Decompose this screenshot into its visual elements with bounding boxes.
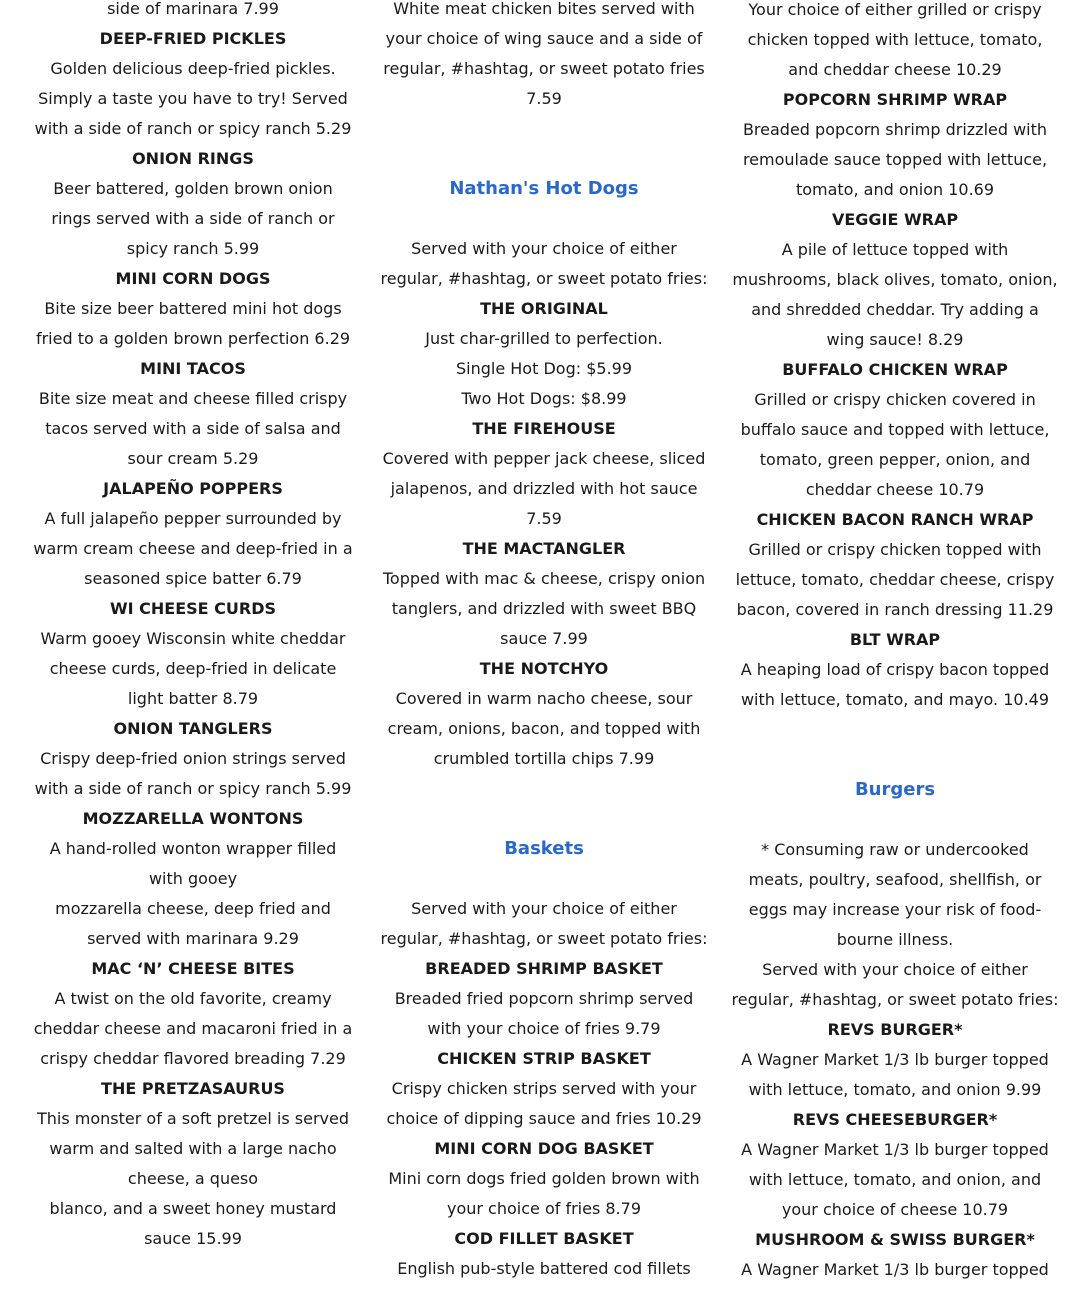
menu-item-name: MAC ‘N’ CHEESE BITES — [91, 959, 295, 978]
menu-item-description: Served with your choice of either — [411, 239, 677, 258]
menu-item-description: A Wagner Market 1/3 lb burger topped — [741, 1260, 1049, 1279]
menu-item-description: and shredded cheddar. Try adding a — [751, 300, 1039, 319]
menu-item-name: WI CHEESE CURDS — [109, 599, 277, 618]
menu-column-left — [28, 0, 358, 1254]
menu-item-description: with lettuce, tomato, and mayo. 10.49 — [740, 690, 1050, 709]
menu-item-description: regular, #hashtag, or sweet potato fries — [383, 59, 705, 78]
section-heading: Baskets — [504, 838, 584, 859]
menu-item-description: White meat chicken bites served with — [393, 0, 695, 18]
menu-item-description: bourne illness. — [836, 930, 954, 949]
menu-item-description: 7.59 — [526, 89, 562, 108]
menu-item-description: * Consuming raw or undercooked — [761, 840, 1029, 859]
menu-item-description: Covered with pepper jack cheese, sliced — [382, 449, 706, 468]
menu-item-name: POPCORN SHRIMP WRAP — [782, 90, 1008, 109]
menu-item-description: sour cream 5.29 — [127, 449, 259, 468]
menu-item-name: CHICKEN STRIP BASKET — [437, 1049, 651, 1068]
menu-item-description: Just char-grilled to perfection. — [425, 329, 663, 348]
menu-item-description: regular, #hashtag, or sweet potato fries: — [380, 269, 708, 288]
menu-item-description: Bite size meat and cheese filled crispy — [38, 389, 348, 408]
spacer — [379, 804, 709, 834]
menu-item-description: chicken topped with lettuce, tomato, — [747, 30, 1043, 49]
menu-item-description: Mini corn dogs fried golden brown with — [388, 1169, 700, 1188]
menu-item-description: crumbled tortilla chips 7.99 — [433, 749, 655, 768]
menu-item-name: MINI TACOS — [140, 359, 246, 378]
menu-item-description: remoulade sauce topped with lettuce, — [742, 150, 1048, 169]
menu-item-description: lettuce, tomato, cheddar cheese, crispy — [735, 570, 1055, 589]
menu-item-name: MUSHROOM & SWISS BURGER* — [755, 1230, 1035, 1249]
menu-item-name: THE FIREHOUSE — [472, 419, 616, 438]
menu-item-description: tomato, green pepper, onion, and — [759, 450, 1031, 469]
menu-item-name: ONION RINGS — [132, 149, 254, 168]
menu-item-description: your choice of wing sauce and a side of — [385, 29, 703, 48]
menu-item-name: THE NOTCHYO — [479, 659, 609, 678]
menu-item-name: THE ORIGINAL — [480, 299, 608, 318]
spacer — [379, 864, 709, 894]
menu-item-description: A full jalapeño pepper surrounded by — [44, 509, 342, 528]
menu-item-description: Your choice of either grilled or crispy — [748, 0, 1042, 19]
menu-column-middle — [379, 0, 709, 1284]
menu-item-description: bacon, covered in ranch dressing 11.29 — [736, 600, 1054, 619]
menu-item-description: jalapenos, and drizzled with hot sauce — [390, 479, 698, 498]
menu-item-description: with a side of ranch or spicy ranch 5.99 — [34, 779, 352, 798]
menu-item-description: Crispy chicken strips served with your — [391, 1079, 697, 1098]
menu-item-description: A pile of lettuce topped with — [781, 240, 1009, 259]
menu-item-name: ONION TANGLERS — [113, 719, 273, 738]
menu-item-name: VEGGIE WRAP — [831, 210, 959, 229]
spacer — [730, 745, 1060, 775]
menu-item-description: served with marinara 9.29 — [87, 929, 299, 948]
menu-column-right — [730, 0, 1060, 1285]
menu-item-description: Grilled or crispy chicken covered in — [754, 390, 1036, 409]
menu-item-description: Two Hot Dogs: $8.99 — [461, 389, 627, 408]
menu-item-description: light batter 8.79 — [127, 689, 259, 708]
menu-item-description: A hand-rolled wonton wrapper filled — [49, 839, 337, 858]
menu-item-description: Served with your choice of either — [411, 899, 677, 918]
menu-item-description: Topped with mac & cheese, crispy onion — [382, 569, 706, 588]
spacer — [379, 774, 709, 804]
menu-item-description: mozzarella cheese, deep fried and — [55, 899, 331, 918]
menu-item-description: Warm gooey Wisconsin white cheddar — [40, 629, 346, 648]
menu-item-description: with lettuce, tomato, and onion 9.99 — [748, 1080, 1042, 1099]
menu-item-name: THE PRETZASAURUS — [101, 1079, 285, 1098]
menu-item-description: cream, onions, bacon, and topped with — [387, 719, 701, 738]
section-heading: Burgers — [854, 779, 936, 800]
menu-item-description: English pub-style battered cod fillets — [397, 1259, 691, 1278]
menu-item-description: sauce 7.99 — [500, 629, 588, 648]
menu-item-description: Breaded popcorn shrimp drizzled with — [742, 120, 1048, 139]
menu-item-description: wing sauce! 8.29 — [826, 330, 964, 349]
menu-item-name: BREADED SHRIMP BASKET — [425, 959, 663, 978]
menu-item-description: buffalo sauce and topped with lettuce, — [740, 420, 1050, 439]
menu-item-description: cheddar cheese and macaroni fried in a — [33, 1019, 353, 1038]
menu-item-description: crispy cheddar flavored breading 7.29 — [40, 1049, 346, 1068]
menu-item-description: your choice of cheese 10.79 — [781, 1200, 1009, 1219]
menu-item-description: seasoned spice batter 6.79 — [84, 569, 302, 588]
menu-item-description: Beer battered, golden brown onion — [53, 179, 333, 198]
menu-item-description: sauce 15.99 — [144, 1229, 242, 1248]
menu-item-description: A Wagner Market 1/3 lb burger topped — [741, 1140, 1049, 1159]
menu-item-description: Simply a taste you have to try! Served — [38, 89, 348, 108]
menu-item-description: blanco, and a sweet honey mustard — [49, 1199, 337, 1218]
menu-item-description: This monster of a soft pretzel is served — [36, 1109, 349, 1128]
menu-item-name: COD FILLET BASKET — [454, 1229, 634, 1248]
menu-item-description: eggs may increase your risk of food- — [748, 900, 1042, 919]
menu-item-description: fried to a golden brown perfection 6.29 — [35, 329, 351, 348]
menu-item-description: with gooey — [148, 869, 238, 888]
menu-item-description: warm and salted with a large nacho — [49, 1139, 337, 1158]
menu-item-description: tomato, and onion 10.69 — [795, 180, 995, 199]
menu-item-description: regular, #hashtag, or sweet potato fries: — [731, 990, 1059, 1009]
menu-item-name: JALAPEÑO POPPERS — [103, 479, 283, 498]
section-heading: Nathan's Hot Dogs — [449, 178, 639, 199]
menu-item-name: THE MACTANGLER — [462, 539, 626, 558]
menu-item-description: Breaded fried popcorn shrimp served — [394, 989, 694, 1008]
menu-item-description: meats, poultry, seafood, shellfish, or — [748, 870, 1042, 889]
menu-item-description: Golden delicious deep-fried pickles. — [50, 59, 336, 78]
menu-item-description: with a side of ranch or spicy ranch 5.29 — [34, 119, 352, 138]
menu-item-description: tanglers, and drizzled with sweet BBQ — [391, 599, 697, 618]
menu-item-name: REVS BURGER* — [827, 1020, 963, 1039]
spacer — [379, 144, 709, 174]
menu-item-description: A heaping load of crispy bacon topped — [740, 660, 1050, 679]
spacer — [379, 114, 709, 144]
spacer — [730, 805, 1060, 835]
menu-item-description: your choice of fries 8.79 — [446, 1199, 641, 1218]
menu-item-name: REVS CHEESEBURGER* — [792, 1110, 998, 1129]
menu-item-description: Grilled or crispy chicken topped with — [748, 540, 1042, 559]
menu-item-description: cheese curds, deep-fried in delicate — [49, 659, 337, 678]
menu-item-description: Served with your choice of either — [762, 960, 1028, 979]
menu-item-description: side of marinara 7.99 — [107, 0, 279, 18]
menu-item-description: and cheddar cheese 10.29 — [788, 60, 1002, 79]
menu-item-name: DEEP-FRIED PICKLES — [99, 29, 287, 48]
spacer — [379, 204, 709, 234]
menu-item-description: with lettuce, tomato, and onion, and — [748, 1170, 1042, 1189]
menu-item-name: MINI CORN DOG BASKET — [434, 1139, 654, 1158]
menu-item-description: tacos served with a side of salsa and — [45, 419, 341, 438]
menu-item-description: Covered in warm nacho cheese, sour — [395, 689, 693, 708]
menu-item-description: Crispy deep-fried onion strings served — [40, 749, 346, 768]
menu-item-description: mushrooms, black olives, tomato, onion, — [732, 270, 1058, 289]
spacer — [730, 715, 1060, 745]
menu-item-description: A Wagner Market 1/3 lb burger topped — [741, 1050, 1049, 1069]
menu-item-description: choice of dipping sauce and fries 10.29 — [386, 1109, 702, 1128]
menu-item-description: cheddar cheese 10.79 — [805, 480, 985, 499]
menu-item-description: cheese, a queso — [127, 1169, 259, 1188]
menu-item-name: BUFFALO CHICKEN WRAP — [782, 360, 1008, 379]
menu-item-description: 7.59 — [526, 509, 562, 528]
menu-item-description: regular, #hashtag, or sweet potato fries: — [380, 929, 708, 948]
menu-item-name: BLT WRAP — [849, 630, 941, 649]
menu-item-description: rings served with a side of ranch or — [51, 209, 335, 228]
menu-item-description: Single Hot Dog: $5.99 — [456, 359, 632, 378]
menu-item-description: A twist on the old favorite, creamy — [54, 989, 332, 1008]
menu-item-name: MOZZARELLA WONTONS — [82, 809, 304, 828]
menu-item-name: CHICKEN BACON RANCH WRAP — [756, 510, 1034, 529]
menu-item-name: MINI CORN DOGS — [115, 269, 271, 288]
menu-item-description: spicy ranch 5.99 — [126, 239, 260, 258]
menu-item-description: Bite size beer battered mini hot dogs — [44, 299, 342, 318]
menu-item-description: warm cream cheese and deep-fried in a — [33, 539, 353, 558]
menu-item-description: with your choice of fries 9.79 — [427, 1019, 661, 1038]
